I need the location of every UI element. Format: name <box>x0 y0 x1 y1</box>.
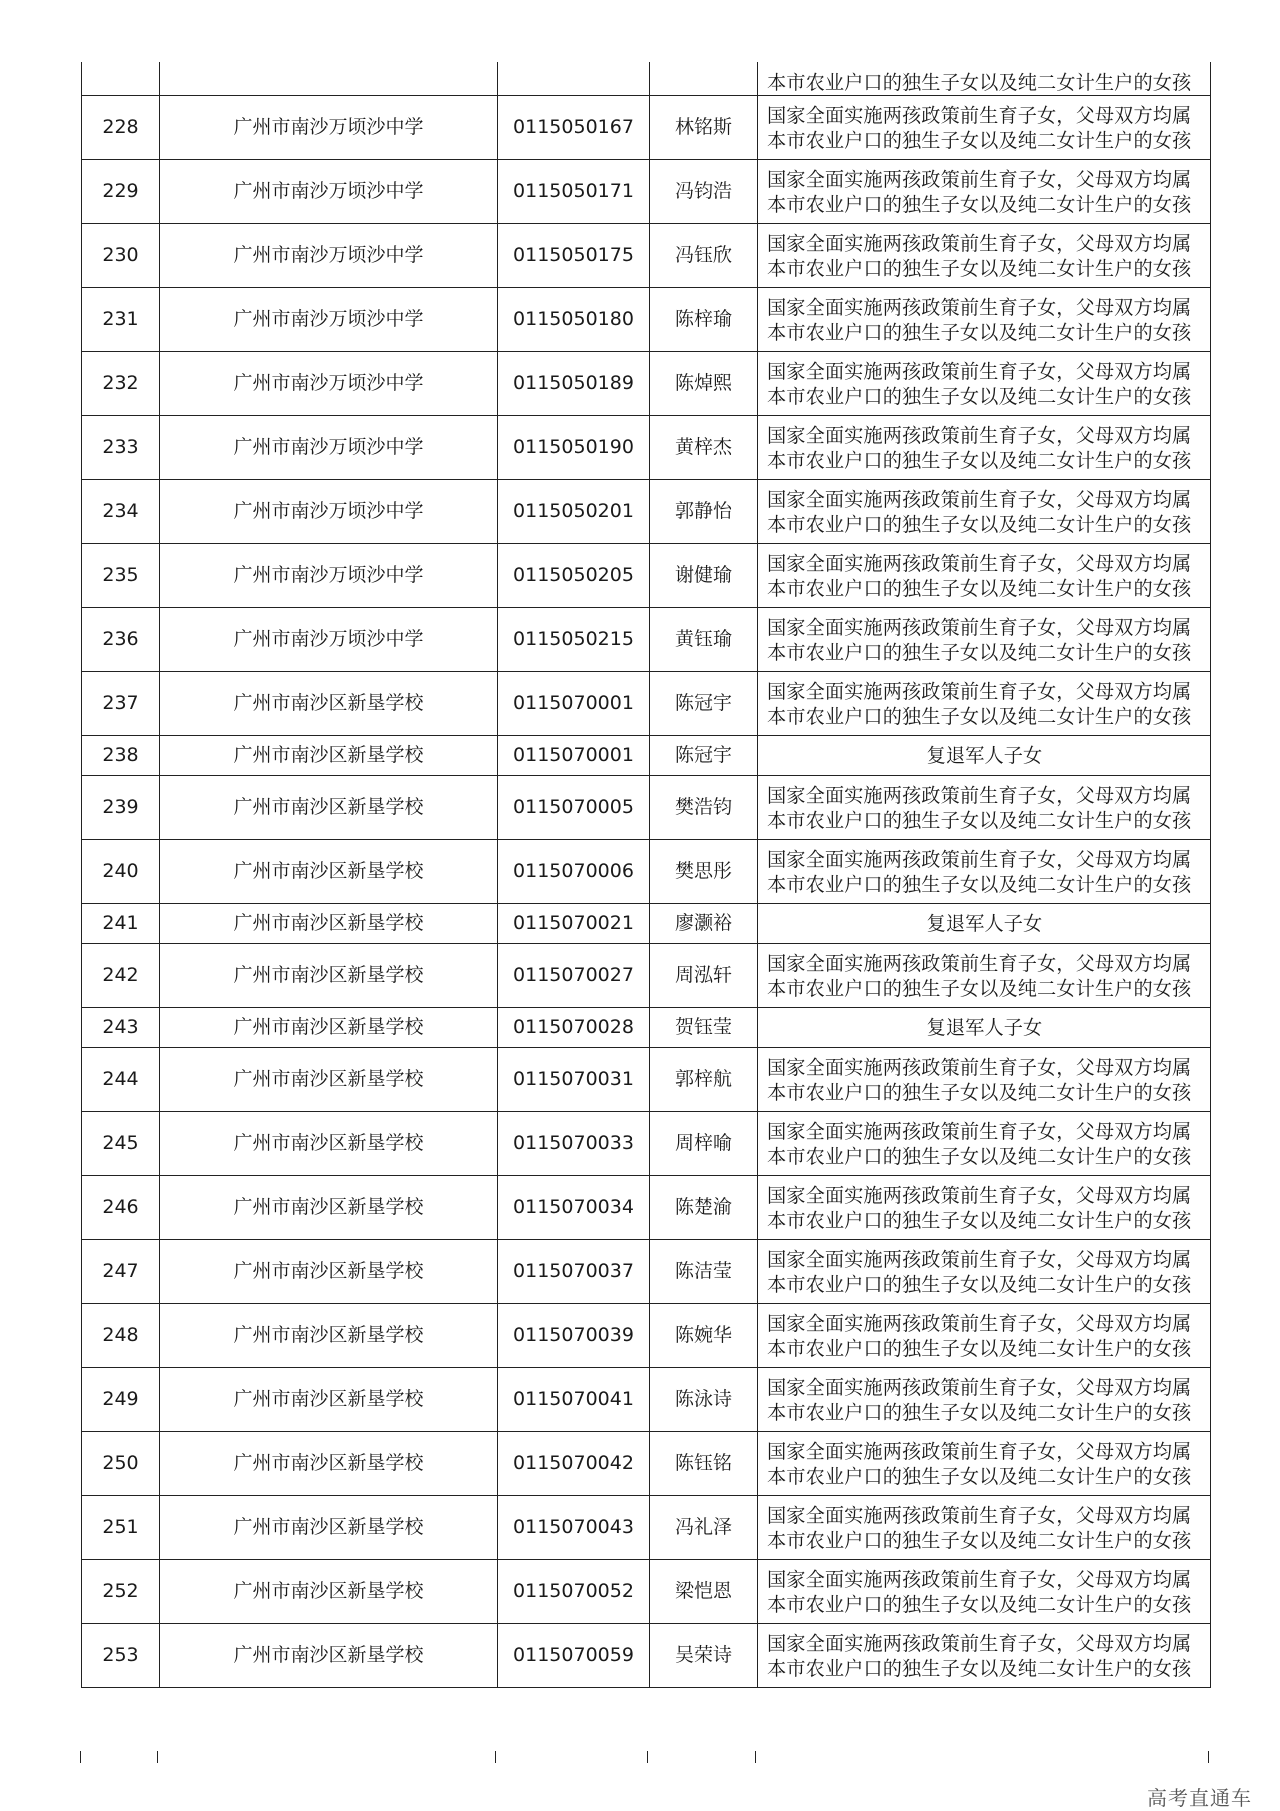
cell-school: 广州市南沙区新垦学校 <box>160 1624 498 1688</box>
cell-school: 广州市南沙万顷沙中学 <box>160 544 498 608</box>
cell-school: 广州市南沙区新垦学校 <box>160 1304 498 1368</box>
table-row <box>82 1008 1211 1048</box>
cell-id: 0115070028 <box>498 1008 650 1048</box>
cell-name: 廖灏裕 <box>650 904 758 944</box>
category-line-1: 国家全面实施两孩政策前生育子女，父母双方均属 <box>767 783 1192 807</box>
cell-id: 0115050189 <box>498 352 650 416</box>
cell-category <box>758 352 1211 416</box>
cell-no: 247 <box>82 1240 160 1304</box>
category-line-1: 国家全面实施两孩政策前生育子女，父母双方均属 <box>767 423 1192 447</box>
category-line-2: 本市农业户口的独生子女以及纯二女计生户的女孩 <box>767 808 1192 832</box>
category-line-1: 国家全面实施两孩政策前生育子女，父母双方均属 <box>767 231 1192 255</box>
category-line-2: 本市农业户口的独生子女以及纯二女计生户的女孩 <box>767 448 1192 472</box>
cell-school: 广州市南沙区新垦学校 <box>160 736 498 776</box>
category-line-2: 本市农业户口的独生子女以及纯二女计生户的女孩 <box>767 320 1192 344</box>
cell-school <box>160 62 498 96</box>
table-row <box>82 776 1211 840</box>
cell-no: 249 <box>82 1368 160 1432</box>
cell-school: 广州市南沙区新垦学校 <box>160 904 498 944</box>
category-line-1: 国家全面实施两孩政策前生育子女，父母双方均属 <box>767 359 1192 383</box>
category-line-1: 国家全面实施两孩政策前生育子女，父母双方均属 <box>767 167 1192 191</box>
category-line-2: 本市农业户口的独生子女以及纯二女计生户的女孩 <box>767 1080 1192 1104</box>
cell-no: 246 <box>82 1176 160 1240</box>
cell-category <box>758 1560 1211 1624</box>
cell-school: 广州市南沙万顷沙中学 <box>160 352 498 416</box>
cell-name: 冯钰欣 <box>650 224 758 288</box>
cell-no: 239 <box>82 776 160 840</box>
cell-category <box>758 1112 1211 1176</box>
category-line-2: 本市农业户口的独生子女以及纯二女计生户的女孩 <box>767 512 1192 536</box>
cell-name: 樊浩钧 <box>650 776 758 840</box>
category-line-1: 国家全面实施两孩政策前生育子女，父母双方均属 <box>767 1119 1192 1143</box>
cell-name <box>650 62 758 96</box>
cell-no: 237 <box>82 672 160 736</box>
table-row <box>82 904 1211 944</box>
table-row <box>82 1112 1211 1176</box>
table-row <box>82 1176 1211 1240</box>
cell-no: 241 <box>82 904 160 944</box>
table-row <box>82 1624 1211 1688</box>
category-line-2: 本市农业户口的独生子女以及纯二女计生户的女孩 <box>767 872 1192 896</box>
table-row <box>82 1240 1211 1304</box>
table-edge-tick <box>157 1751 158 1763</box>
cell-id: 0115070027 <box>498 944 650 1008</box>
cell-no: 248 <box>82 1304 160 1368</box>
cell-name: 黄梓杰 <box>650 416 758 480</box>
table-row <box>82 160 1211 224</box>
cell-school: 广州市南沙区新垦学校 <box>160 1560 498 1624</box>
cell-id: 0115050167 <box>498 96 650 160</box>
cell-name: 陈冠宇 <box>650 736 758 776</box>
category-line-1: 复退军人子女 <box>926 744 1043 767</box>
cell-id: 0115070033 <box>498 1112 650 1176</box>
table-row <box>82 944 1211 1008</box>
cell-school: 广州市南沙万顷沙中学 <box>160 224 498 288</box>
cell-school: 广州市南沙万顷沙中学 <box>160 288 498 352</box>
cell-no: 240 <box>82 840 160 904</box>
cell-school: 广州市南沙区新垦学校 <box>160 1048 498 1112</box>
table-row <box>82 96 1211 160</box>
cell-no: 250 <box>82 1432 160 1496</box>
cell-id: 0115070037 <box>498 1240 650 1304</box>
cell-school: 广州市南沙区新垦学校 <box>160 1008 498 1048</box>
cell-category <box>758 1008 1211 1048</box>
cell-id: 0115070059 <box>498 1624 650 1688</box>
table-row <box>82 416 1211 480</box>
cell-no: 229 <box>82 160 160 224</box>
cell-category: 本市农业户口的独生子女以及纯二女计生户的女孩 <box>758 62 1211 96</box>
cell-category <box>758 544 1211 608</box>
category-line-2: 本市农业户口的独生子女以及纯二女计生户的女孩 <box>767 1272 1192 1296</box>
cell-no: 234 <box>82 480 160 544</box>
cell-name: 冯钧浩 <box>650 160 758 224</box>
cell-category <box>758 1496 1211 1560</box>
cell-id: 0115070043 <box>498 1496 650 1560</box>
cell-category <box>758 1304 1211 1368</box>
category-line-2: 本市农业户口的独生子女以及纯二女计生户的女孩 <box>767 1528 1192 1552</box>
cell-category <box>758 1176 1211 1240</box>
cell-category <box>758 840 1211 904</box>
cell-category <box>758 1048 1211 1112</box>
category-line-1: 国家全面实施两孩政策前生育子女，父母双方均属 <box>767 1247 1192 1271</box>
cell-category <box>758 96 1211 160</box>
cell-no: 242 <box>82 944 160 1008</box>
cell-no: 230 <box>82 224 160 288</box>
table-row <box>82 608 1211 672</box>
cell-school: 广州市南沙万顷沙中学 <box>160 608 498 672</box>
cell-school: 广州市南沙万顷沙中学 <box>160 96 498 160</box>
category-line-2: 本市农业户口的独生子女以及纯二女计生户的女孩 <box>767 640 1192 664</box>
roster-table <box>81 62 1211 1688</box>
table-edge-tick <box>755 1751 756 1763</box>
category-line-1: 国家全面实施两孩政策前生育子女，父母双方均属 <box>767 1567 1192 1591</box>
cell-no: 244 <box>82 1048 160 1112</box>
category-line-1: 国家全面实施两孩政策前生育子女，父母双方均属 <box>767 487 1192 511</box>
cell-no: 236 <box>82 608 160 672</box>
table-row <box>82 1368 1211 1432</box>
cell-school: 广州市南沙万顷沙中学 <box>160 416 498 480</box>
category-line-1: 国家全面实施两孩政策前生育子女，父母双方均属 <box>767 1439 1192 1463</box>
cell-no: 231 <box>82 288 160 352</box>
cell-name: 陈洁莹 <box>650 1240 758 1304</box>
cell-id: 0115050180 <box>498 288 650 352</box>
cell-category <box>758 944 1211 1008</box>
table-row <box>82 1048 1211 1112</box>
cell-id: 0115070005 <box>498 776 650 840</box>
cell-category <box>758 288 1211 352</box>
cell-id: 0115070006 <box>498 840 650 904</box>
category-line-1: 复退军人子女 <box>926 912 1043 935</box>
table-row <box>82 672 1211 736</box>
cell-name: 郭梓航 <box>650 1048 758 1112</box>
cell-school: 广州市南沙万顷沙中学 <box>160 160 498 224</box>
category-line-1: 国家全面实施两孩政策前生育子女，父母双方均属 <box>767 1183 1192 1207</box>
table-row <box>82 840 1211 904</box>
table-row <box>82 1560 1211 1624</box>
cell-category <box>758 736 1211 776</box>
cell-name: 冯礼泽 <box>650 1496 758 1560</box>
table-row <box>82 736 1211 776</box>
cell-category <box>758 224 1211 288</box>
category-line-1: 国家全面实施两孩政策前生育子女，父母双方均属 <box>767 847 1192 871</box>
table-edge-tick <box>1208 1751 1209 1763</box>
category-line-2: 本市农业户口的独生子女以及纯二女计生户的女孩 <box>767 976 1192 1000</box>
cell-name: 郭静怡 <box>650 480 758 544</box>
category-line-1: 国家全面实施两孩政策前生育子女，父母双方均属 <box>767 1503 1192 1527</box>
category-line-1: 国家全面实施两孩政策前生育子女，父母双方均属 <box>767 951 1192 975</box>
table-edge-tick <box>495 1751 496 1763</box>
cell-category <box>758 672 1211 736</box>
category-line-1: 国家全面实施两孩政策前生育子女，父母双方均属 <box>767 679 1192 703</box>
cell-category <box>758 160 1211 224</box>
watermark-text: 高考直通车 <box>1147 1786 1252 1810</box>
category-line-2: 本市农业户口的独生子女以及纯二女计生户的女孩 <box>767 1336 1192 1360</box>
cell-name: 吴荣诗 <box>650 1624 758 1688</box>
category-line-2: 本市农业户口的独生子女以及纯二女计生户的女孩 <box>767 1464 1192 1488</box>
cell-name: 谢健瑜 <box>650 544 758 608</box>
cell-category <box>758 904 1211 944</box>
category-line-2: 本市农业户口的独生子女以及纯二女计生户的女孩 <box>767 256 1192 280</box>
cell-no: 232 <box>82 352 160 416</box>
cell-no: 228 <box>82 96 160 160</box>
cell-name: 樊思彤 <box>650 840 758 904</box>
category-line-2: 本市农业户口的独生子女以及纯二女计生户的女孩 <box>767 1400 1192 1424</box>
cell-category <box>758 416 1211 480</box>
cell-school: 广州市南沙区新垦学校 <box>160 1496 498 1560</box>
cell-category <box>758 608 1211 672</box>
category-line-2: 本市农业户口的独生子女以及纯二女计生户的女孩 <box>767 1208 1192 1232</box>
cell-school: 广州市南沙区新垦学校 <box>160 1432 498 1496</box>
table-edge-tick <box>647 1751 648 1763</box>
category-line-2: 本市农业户口的独生子女以及纯二女计生户的女孩 <box>767 128 1192 152</box>
cell-name: 陈冠宇 <box>650 672 758 736</box>
cell-id: 0115070039 <box>498 1304 650 1368</box>
cell-no: 243 <box>82 1008 160 1048</box>
table-row <box>82 288 1211 352</box>
category-line-2: 本市农业户口的独生子女以及纯二女计生户的女孩 <box>767 1592 1192 1616</box>
cell-school: 广州市南沙区新垦学校 <box>160 840 498 904</box>
category-line-2: 本市农业户口的独生子女以及纯二女计生户的女孩 <box>767 704 1192 728</box>
cell-school: 广州市南沙区新垦学校 <box>160 776 498 840</box>
cell-name: 陈梓瑜 <box>650 288 758 352</box>
category-line-2: 本市农业户口的独生子女以及纯二女计生户的女孩 <box>767 1144 1192 1168</box>
cell-name: 梁恺恩 <box>650 1560 758 1624</box>
cell-id: 0115070042 <box>498 1432 650 1496</box>
cell-no: 245 <box>82 1112 160 1176</box>
cell-school: 广州市南沙区新垦学校 <box>160 944 498 1008</box>
roster-body <box>82 62 1211 1688</box>
table-row <box>82 1304 1211 1368</box>
cell-name: 林铭斯 <box>650 96 758 160</box>
cell-name: 陈钰铭 <box>650 1432 758 1496</box>
cell-category <box>758 776 1211 840</box>
cell-no: 233 <box>82 416 160 480</box>
cell-school: 广州市南沙区新垦学校 <box>160 1176 498 1240</box>
cell-id: 0115050205 <box>498 544 650 608</box>
cell-school: 广州市南沙区新垦学校 <box>160 1112 498 1176</box>
cell-name: 贺钰莹 <box>650 1008 758 1048</box>
cell-id: 0115050215 <box>498 608 650 672</box>
cell-category <box>758 480 1211 544</box>
cell-id: 0115050175 <box>498 224 650 288</box>
cell-category <box>758 1624 1211 1688</box>
cell-id: 0115070001 <box>498 672 650 736</box>
cell-category <box>758 1240 1211 1304</box>
category-line-2: 本市农业户口的独生子女以及纯二女计生户的女孩 <box>767 384 1192 408</box>
cell-school: 广州市南沙区新垦学校 <box>160 1368 498 1432</box>
cell-no: 238 <box>82 736 160 776</box>
cell-id: 0115070041 <box>498 1368 650 1432</box>
table-row <box>82 1496 1211 1560</box>
cell-school: 广州市南沙区新垦学校 <box>160 1240 498 1304</box>
category-line-1: 国家全面实施两孩政策前生育子女，父母双方均属 <box>767 103 1192 127</box>
cell-no: 235 <box>82 544 160 608</box>
category-line-1: 国家全面实施两孩政策前生育子女，父母双方均属 <box>767 1375 1192 1399</box>
category-line-1: 国家全面实施两孩政策前生育子女，父母双方均属 <box>767 551 1192 575</box>
cell-id: 0115050190 <box>498 416 650 480</box>
cell-category <box>758 1368 1211 1432</box>
cell-name: 周泓轩 <box>650 944 758 1008</box>
cell-no: 251 <box>82 1496 160 1560</box>
cell-id <box>498 62 650 96</box>
table-row <box>82 224 1211 288</box>
cell-id: 0115070034 <box>498 1176 650 1240</box>
cell-id: 0115050201 <box>498 480 650 544</box>
cell-name: 陈婉华 <box>650 1304 758 1368</box>
cell-id: 0115050171 <box>498 160 650 224</box>
category-line-1: 国家全面实施两孩政策前生育子女，父母双方均属 <box>767 1631 1192 1655</box>
cell-no: 252 <box>82 1560 160 1624</box>
category-line-1: 国家全面实施两孩政策前生育子女，父母双方均属 <box>767 1055 1192 1079</box>
cell-name: 陈泳诗 <box>650 1368 758 1432</box>
table-row <box>82 544 1211 608</box>
cell-name: 陈楚渝 <box>650 1176 758 1240</box>
table-row <box>82 480 1211 544</box>
category-line-2: 本市农业户口的独生子女以及纯二女计生户的女孩 <box>767 576 1192 600</box>
category-line-1: 复退军人子女 <box>926 1016 1043 1039</box>
cell-school: 广州市南沙区新垦学校 <box>160 672 498 736</box>
cell-id: 0115070052 <box>498 1560 650 1624</box>
table-edge-tick <box>80 1751 81 1763</box>
category-line-2: 本市农业户口的独生子女以及纯二女计生户的女孩 <box>767 1656 1192 1680</box>
cell-name: 周梓喻 <box>650 1112 758 1176</box>
category-line-2: 本市农业户口的独生子女以及纯二女计生户的女孩 <box>767 192 1192 216</box>
cell-category <box>758 1432 1211 1496</box>
table-row <box>82 1432 1211 1496</box>
category-line-1: 国家全面实施两孩政策前生育子女，父母双方均属 <box>767 615 1192 639</box>
cell-school: 广州市南沙万顷沙中学 <box>160 480 498 544</box>
cell-no: 253 <box>82 1624 160 1688</box>
table-row-fragment <box>82 62 1211 96</box>
cell-no <box>82 62 160 96</box>
category-line-1: 国家全面实施两孩政策前生育子女，父母双方均属 <box>767 295 1192 319</box>
cell-id: 0115070021 <box>498 904 650 944</box>
cell-name: 黄钰瑜 <box>650 608 758 672</box>
table-row <box>82 352 1211 416</box>
cell-id: 0115070031 <box>498 1048 650 1112</box>
category-line-1: 国家全面实施两孩政策前生育子女，父母双方均属 <box>767 1311 1192 1335</box>
cell-name: 陈焯熙 <box>650 352 758 416</box>
cell-id: 0115070001 <box>498 736 650 776</box>
